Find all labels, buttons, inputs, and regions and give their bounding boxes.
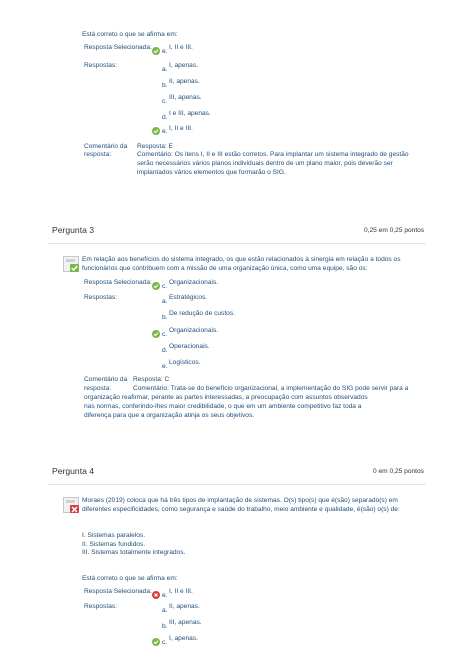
q2-answers-label: Respostas: — [84, 62, 117, 69]
q3-comment-line: organização reafirmar, perante as partes interessadas, a preocupação com assuntos observados — [84, 394, 368, 401]
q4-question-line: diferentes especificidades, como segurança e saúde do trabalho, meio ambiente e qualidade, é(são) o(s) de: — [82, 506, 400, 513]
q2-option-e-letter: e. — [162, 128, 168, 135]
q3-answers-label: Respostas: — [84, 294, 117, 301]
q2-selected-letter: e. — [162, 48, 168, 55]
q4-option-a-letter: a. — [162, 607, 168, 614]
q2-option-b: II, apenas. — [169, 78, 200, 85]
q3-option-c: Organizacionais. — [169, 327, 219, 334]
q3-option-e-letter: e. — [162, 363, 168, 370]
cross-icon — [152, 591, 160, 599]
q3-option-b-letter: b. — [162, 314, 168, 321]
q4-selected-answer: I, II e III. — [169, 588, 193, 595]
q2-comment-line: Resposta: E — [137, 143, 173, 150]
q2-option-e: I, II e III. — [169, 125, 193, 132]
q4-selected-label: Resposta Selecionada: — [84, 588, 152, 595]
q4-item: I. Sistemas paralelos. — [82, 532, 146, 539]
q2-option-a: I, apenas. — [169, 62, 198, 69]
q3-points: 0,25 em 0,25 pontos — [364, 227, 425, 234]
q4-item: III. Sistemas totalmente integrados. — [82, 549, 186, 556]
q2-selected-label: Resposta Selecionada: — [84, 44, 152, 51]
q3-option-d-letter: d. — [162, 347, 168, 354]
q3-question-line: Em relação aos benefícios do sistema integrado, os que estão relacionados à sinergia em relação a todos os — [82, 256, 401, 263]
check-icon — [152, 47, 160, 55]
check-icon — [152, 638, 160, 646]
q4-title: Pergunta 4 — [52, 466, 95, 476]
q3-option-a-letter: a. — [162, 298, 168, 305]
q3-option-c-letter: c. — [162, 331, 168, 338]
q2-selected-answer: I, II e III. — [169, 44, 193, 51]
q4-question-line: Moraes (2019) coloca que há três tipos de implantação de sistemas. O(s) tipo(s) que é(são) separado(s) em — [82, 497, 398, 504]
q3-selected-label: Resposta Selecionada: — [84, 279, 152, 286]
q4-option-c-letter: c. — [162, 639, 168, 646]
q2-comment-line: Comentário: Os itens I, II e III estão corretos. Para implantar um sistema integrado de gestão — [137, 151, 409, 158]
q3-selected-answer: Organizacionais. — [169, 279, 219, 286]
check-icon — [152, 127, 160, 135]
q4-item: II. Sistemas fundidos. — [82, 541, 146, 548]
q2-comment-line: implantados vários elementos que formarão o SIG. — [137, 169, 286, 176]
check-icon — [152, 330, 160, 338]
q4-prompt: Está correto o que se afirma em: — [82, 575, 178, 582]
q4-points: 0 em 0,25 pontos — [373, 468, 424, 475]
q3-comment-line: Comentário: Trata-se do benefício organizacional, a implementação do SIG pode servir para a — [133, 385, 409, 392]
q3-comment-line: nas normas, conferindo-lhes maior credibilidade, o que em um ambiente competitivo faz toda a — [84, 403, 362, 410]
q3-option-d: Operacionais. — [169, 343, 210, 350]
q2-option-a-letter: a. — [162, 66, 168, 73]
q4-selected-letter: e. — [162, 592, 168, 599]
q3-comment-line: diferença para que a organização atinja os seus objetivos. — [84, 412, 255, 419]
q3-option-a: Estratégicos. — [169, 294, 208, 301]
q2-option-c-letter: c. — [162, 98, 168, 105]
divider — [48, 243, 426, 244]
q2-option-b-letter: b. — [162, 82, 168, 89]
divider — [48, 484, 426, 485]
q2-comment-label-2: resposta: — [84, 151, 112, 158]
question-status-incorrect-icon — [63, 497, 79, 513]
question-status-correct-icon — [63, 256, 79, 272]
q3-option-e: Logísticos. — [169, 359, 201, 366]
q3-comment-line: Resposta: C — [133, 376, 170, 383]
q4-option-c: I, apenas. — [169, 635, 198, 642]
q2-comment-label: Comentário da — [84, 143, 128, 150]
q2-prompt: Está correto o que se afirma em: — [82, 31, 178, 38]
check-icon — [152, 282, 160, 290]
q3-comment-label-2: resposta: — [84, 385, 112, 392]
q4-option-b-letter: b. — [162, 623, 168, 630]
q3-selected-letter: c. — [162, 283, 168, 290]
q3-question-line: funcionários que contribuem com a missão de uma organização única, como uma equipe, são os: — [82, 265, 368, 272]
q2-comment-line: serão necessários vários planos individuais dentro de um plano maior, pois deverão ser — [137, 160, 393, 167]
q4-option-a: II, apenas. — [169, 603, 200, 610]
q4-answers-label: Respostas: — [84, 603, 117, 610]
q2-option-c: III, apenas. — [169, 94, 202, 101]
q3-comment-label: Comentário da — [84, 376, 128, 383]
q3-title: Pergunta 3 — [52, 225, 95, 235]
q3-option-b: De redução de custos. — [169, 310, 235, 317]
q2-option-d-letter: d. — [162, 114, 168, 121]
q2-option-d: I e III, apenas. — [169, 110, 211, 117]
q4-option-b: III, apenas. — [169, 619, 202, 626]
